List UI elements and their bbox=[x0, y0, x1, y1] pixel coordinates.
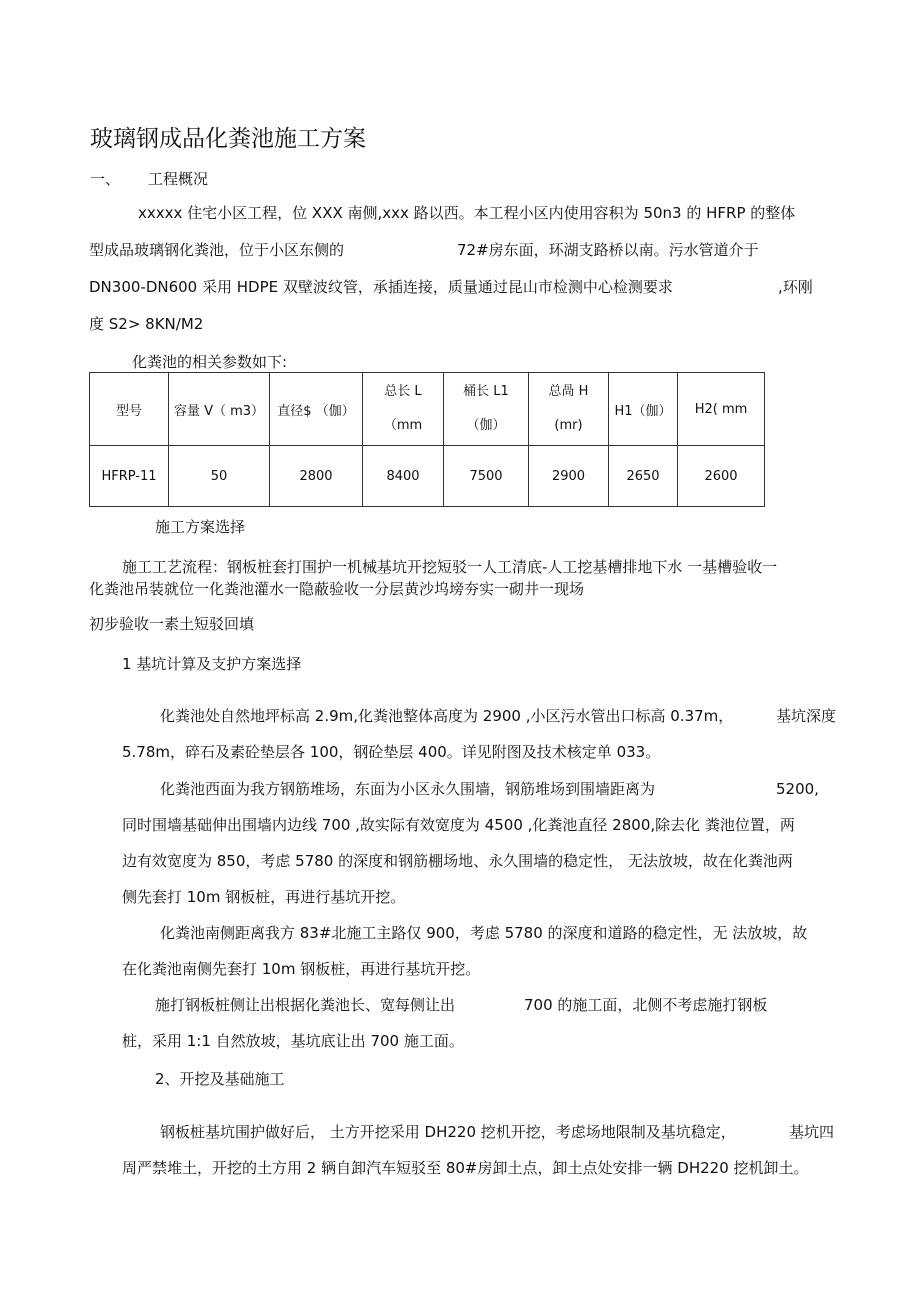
page-title: 玻璃钢成品化粪池施工方案 bbox=[90, 126, 366, 152]
cell-h2: 2600 bbox=[678, 446, 765, 507]
cell-capacity: 50 bbox=[169, 446, 270, 507]
pit-line-6: 侧先套打 10m 钢板桩，再进行基坑开挖。 bbox=[122, 888, 406, 906]
table-row bbox=[90, 446, 765, 507]
sub-heading-excavation: 2、开挖及基础施工 bbox=[155, 1070, 285, 1088]
pit-line-8: 在化粪池南侧先套打 10m 钢板桩，再进行基坑开挖。 bbox=[122, 960, 481, 978]
table-header-row bbox=[90, 373, 765, 446]
header-total-length-unit: （mm bbox=[383, 418, 423, 433]
header-height bbox=[529, 373, 609, 446]
header-model: 型号 bbox=[90, 373, 169, 446]
header-tank-length-label: 桶长 L1 bbox=[463, 384, 509, 399]
pit-line-9b: 700 的施工面，北侧不考虑施打钢板 bbox=[524, 996, 768, 1014]
overview-line-4: 度 S2> 8KN/M2 bbox=[89, 315, 204, 333]
pit-line-3a: 化粪池西面为我方钢筋堆场，东面为小区永久围墙，钢筋堆场到围墙距离为 bbox=[160, 780, 656, 798]
header-tank-length bbox=[444, 373, 529, 446]
cell-h1: 2650 bbox=[609, 446, 678, 507]
section-number: 一、 bbox=[90, 170, 121, 188]
header-tank-length-unit: （伽） bbox=[466, 418, 506, 433]
header-total-length bbox=[363, 373, 444, 446]
pit-line-5: 边有效宽度为 850，考虑 5780 的深度和钢筋棚场地、永久围墙的稳定性， 无法放坡，故在化粪池两 bbox=[122, 852, 793, 870]
cell-height: 2900 bbox=[529, 446, 609, 507]
cell-tank-length: 7500 bbox=[444, 446, 529, 507]
params-table bbox=[89, 372, 765, 507]
params-intro: 化粪池的相关参数如下: bbox=[132, 353, 288, 371]
pit-line-10: 桩，采用 1:1 自然放坡，基坑底让出 700 施工面。 bbox=[122, 1032, 464, 1050]
process-line-3: 初步验收一素土短驳回填 bbox=[89, 615, 255, 633]
excavation-line-2: 周严禁堆土，开挖的土方用 2 辆自卸汽车短驳至 80#房卸土点，卸土点处安排一辆 DH220 挖机卸土。 bbox=[122, 1159, 809, 1177]
header-total-length-label: 总长 L bbox=[384, 384, 422, 399]
process-line-2: 化粪池吊装就位一化粪池灌水一隐蔽验收一分层黄沙坞塝夯实一砌井一现场 bbox=[89, 580, 585, 598]
sub-heading-pit: 1 基坑计算及支护方案选择 bbox=[122, 655, 302, 673]
overview-line-3a: DN300-DN600 采用 HDPE 双壁波纹管，承插连接，质量通过昆山市检测中心检测要求 bbox=[89, 278, 673, 296]
excavation-line-1a: 钢板桩基坑围护做好后， 土方开挖采用 DH220 挖机开挖，考虑场地限制及基坑稳定， bbox=[160, 1123, 736, 1141]
header-height-unit: (mr) bbox=[554, 418, 583, 433]
pit-line-1b: 基坑深度 bbox=[776, 707, 837, 725]
pit-line-2: 5.78m，碎石及素砼垫层各 100，钢砼垫层 400。详见附图及技术核定单 033。 bbox=[122, 743, 661, 761]
header-h1: H1（伽） bbox=[609, 373, 678, 446]
header-capacity: 容量 V（ m3） bbox=[169, 373, 270, 446]
cell-total-length: 8400 bbox=[363, 446, 444, 507]
pit-line-9a: 施打钢板桩侧让出根据化粪池长、宽每侧让出 bbox=[155, 996, 456, 1014]
pit-line-3b: 5200, bbox=[776, 780, 819, 798]
overview-line-2b: 72#房东面，环湖支路桥以南。污水管道介于 bbox=[457, 241, 759, 259]
pit-line-7: 化粪池南侧距离我方 83#北施工主路仅 900，考虑 5780 的深度和道路的稳定性，无 法放坡，故 bbox=[160, 924, 808, 942]
excavation-line-1b: 基坑四 bbox=[789, 1123, 835, 1141]
section-heading-overview: 工程概况 bbox=[148, 170, 209, 188]
header-diameter: 直径$ （伽） bbox=[270, 373, 363, 446]
process-line-1: 施工工艺流程：钢板桩套打围护一机械基坑开挖短驳一人工清底-人工挖基槽排地下水 一基槽验收一 bbox=[122, 558, 778, 576]
pit-line-4: 同时围墙基础伸出围墙内边线 700 ,故实际有效宽度为 4500 ,化粪池直径 2800,除去化 粪池位置，两 bbox=[122, 816, 795, 834]
cell-model: HFRP-11 bbox=[90, 446, 169, 507]
pit-line-1a: 化粪池处自然地坪标高 2.9m,化粪池整体高度为 2900 ,小区污水管出口标高 0.37m， bbox=[160, 707, 734, 725]
header-height-label: 总咼 H bbox=[548, 384, 589, 399]
overview-line-1: xxxxx 住宅小区工程，位 XXX 南侧,xxx 路以西。本工程小区内使用容积为 50n3 的 HFRP 的整体 bbox=[138, 204, 796, 222]
cell-diameter: 2800 bbox=[270, 446, 363, 507]
plan-heading: 施工方案选择 bbox=[155, 518, 246, 536]
overview-line-2a: 型成品玻璃钢化粪池，位于小区东侧的 bbox=[89, 241, 345, 259]
header-h2: H2( mm bbox=[678, 373, 765, 446]
overview-line-3b: ,环刚 bbox=[778, 278, 813, 296]
